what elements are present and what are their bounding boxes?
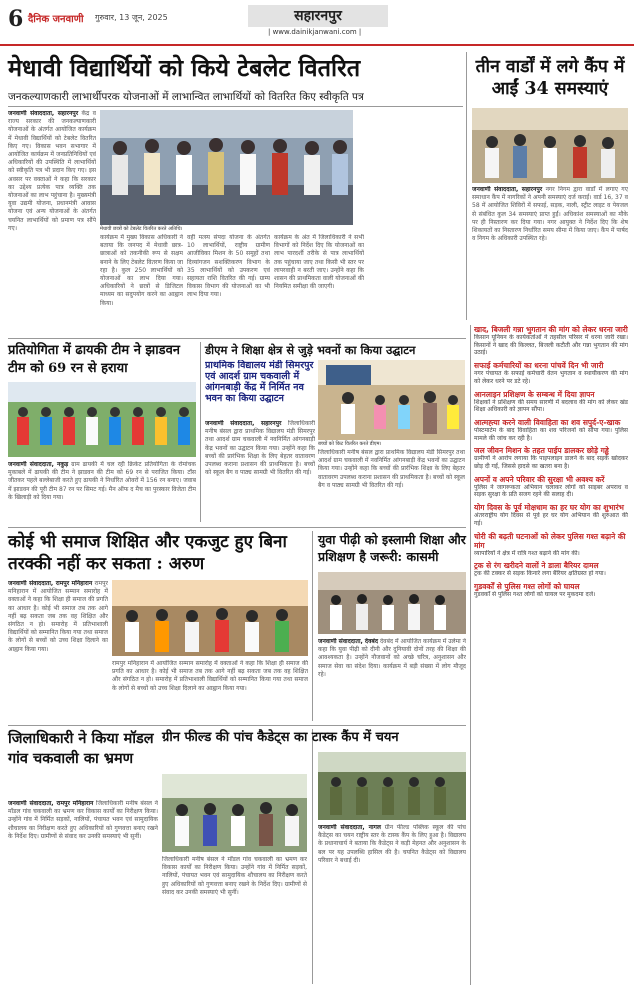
sidebar-item-text: ट्रक की टक्कर से सड़क किनारे लगा बैरियर क्षतिग्रस्त हो गया। [474, 570, 606, 578]
sidebar-item [474, 446, 628, 470]
sidebar-item-title: योग दिवस के पूर्व मोक्षधाम का हर घर योग का शुभारंभ [474, 503, 624, 513]
divider [8, 725, 466, 726]
camp-text [472, 186, 628, 320]
sidebar-item-text: किसान यूनियन के कार्यकर्ताओं ने तहसील परिसर में धरना जारी रखा। किसानों ने खाद की किल्लत, बिजली कटौती और गन्ना भुगतान की मांग उठाई। [474, 334, 628, 357]
lead-subhead: जनकल्याणकारी लाभार्थीपरक योजनाओं में लाभान्वित लाभार्थियों को वितरित किए स्वीकृति पत्र [8, 91, 364, 103]
sidebar-item-title: चोरी की बढ़ती घटनाओं को लेकर पुलिस गश्त बढ़ाने की मांग [474, 531, 626, 550]
village-headline: जिलाधिकारी ने किया मॉडल गांव चकवाली का भ्रमण [8, 730, 154, 767]
sidebar-item-title: आनलाइन प्रशिक्षण के सम्बन्ध में दिया ज्ञापन [474, 389, 595, 399]
school-photo [318, 360, 465, 440]
column-divider [466, 52, 467, 320]
lead-headline: मेधावी विद्यार्थियों को किये टेबलेट वितरित [8, 54, 361, 82]
lead-col-1 [8, 110, 96, 335]
village-body: जिलाधिकारी मनीष बंसल ने मॉडल गांव चकवाली का भ्रमण कर विकास कार्यों का निरीक्षण किया। उन्होंने गांव में निर्मित सड़कों, नालियों, पंचायत भवन एवं सामुदायिक शौचालय का निरीक्षण करते हुए अधिकारियों को गुणवत्ता बनाए रखने के निर्देश दिए। ग्रामीणों से संवाद कर उनकी समस्याएं भी सुनीं। [8, 800, 158, 840]
sidebar-item [474, 361, 628, 385]
youth-headline: युवा पीढ़ी को इस्लामी शिक्षा और प्रशिक्षण है जरूरी: कासमी [318, 532, 466, 564]
cricket-headline: प्रतियोगिता में ढायकी टीम ने झाडवन टीम को 69 रन से हराया [8, 343, 181, 376]
lead-col-2: कार्यक्रम में मुख्य विकास अधिकारी ने बताया कि जनपद में मेधावी छात्र-छात्राओं को तकनीकी रूप से सक्षम बनाने के लिए टेबलेट वितरण किया जा रहा है। कुल 250 लाभार्थियों को योजनाओं का लाभ दिया गया। अधिकारियों ने छात्रों से डिजिटल माध्यम का सदुपयोग करने का आह्वान किया। [100, 234, 183, 307]
village-text-2: जिलाधिकारी मनीष बंसल ने मॉडल गांव चकवाली का भ्रमण कर विकास कार्यों का निरीक्षण किया। उन्होंने गांव में निर्मित सड़कों, नालियों, पंचायत भवन एवं सामुदायिक शौचालय का निरीक्षण करते हुए अधिकारियों को गुणवत्ता बनाए रखने के निर्देश दिए। ग्रामीणों से संवाद कर उनकी समस्याएं भी सुनीं। [162, 856, 307, 896]
camp-headline: तीन वार्डों में लगे कैंप में आईं 34 समस्याएं [475, 57, 625, 99]
cricket-body: ग्राम ढायकी में चल रही क्रिकेट प्रतियोगिता के रोमांचक मुकाबले में ढायकी की टीम ने झाडवन की टीम को 69 रन से पराजित किया। टॉस जीतकर पहले बल्लेबाजी करते हुए ढायकी ने निर्धारित ओवरों में 156 रन बनाए। जवाब में झाडवन की पूरी टीम 87 रन पर सिमट गई। मैन ऑफ द मैच का पुरस्कार विजेता टीम के खिलाड़ी को दिया गया। [8, 461, 196, 501]
sidebar-item [474, 418, 628, 442]
issue-date: गुरुवार, 13 जून, 2025 [95, 13, 168, 22]
village-text [8, 800, 158, 980]
arun-text [8, 580, 108, 720]
youth-byline: जनवाणी संवाददाता, देवबंद [318, 638, 379, 645]
sidebar-item-text: नगर पंचायत के सफाई कर्मचारी वेतन भुगतान व स्थायीकरण की मांग को लेकर धरने पर डटे रहे। [474, 370, 628, 385]
lead-photo [100, 110, 353, 225]
sidebar-item-title: खाद, बिजली गन्ना भुगतान की मांग को लेकर धरना जारी [474, 325, 628, 334]
youth-photo [318, 572, 466, 634]
school-byline: जनवाणी संवाददाता, सहारनपुर [205, 420, 282, 427]
arun-photo [112, 580, 308, 656]
sidebar-item [474, 582, 628, 599]
lead-byline: जनवाणी संवाददाता, सहारनपुर [8, 110, 79, 117]
camp-body: नगर निगम द्वारा वार्डों में लगाए गए समाधान कैंप में नागरिकों ने अपनी समस्याएं दर्ज कराईं। वार्ड 16, 37 व 58 में आयोजित शिविरों में सफाई, सड़क, नाली, स्ट्रीट लाइट व पेयजल से संबंधित कुल 34 समस्याएं प्राप्त हुईं। अधिकांश समस्याओं का मौके पर ही निस्तारण कर दिया गया। नगर आयुक्त ने निर्देश दिए कि शेष शिकायतों का निस्तारण निर्धारित समय सीमा में किया जाए। कैंप में पार्षद व निगम के अधिकारी उपस्थित रहे। [472, 186, 628, 243]
column-divider [200, 342, 201, 522]
school-body: जिलाधिकारी मनीष बंसल द्वारा प्राथमिक विद्यालय मंडी सिमरपुर तथा आदर्श ग्राम चकवाली में नवनिर्मित आंगनबाड़ी केंद्र भवनों का उद्घाटन किया गया। उन्होंने कहा कि बच्चों की प्रारंभिक शिक्षा के लिए बेहतर वातावरण उपलब्ध कराना प्रशासन की प्राथमिकता है। बच्चों को स्कूल बैग व पाठ्य सामग्री भी वितरित की गई। [205, 420, 315, 477]
divider [8, 106, 463, 107]
cadets-headline: ग्रीन फील्ड की पांच कैडेट्स का टास्क कैंप में चयन [162, 730, 399, 745]
village-byline: जनवाणी संवाददाता, रामपुर मनिहारान [8, 800, 94, 807]
lead-text-1: केंद्र व राज्य सरकार की जनकल्याणकारी योजनाओं के अंतर्गत आयोजित कार्यक्रम में मेधावी विद्यार्थियों को टेबलेट वितरित किए गए। विकास भवन सभागार में आयोजित कार्यक्रम में जनप्रतिनिधियों एवं अधिकारियों की उपस्थिति में लाभार्थियों को स्वीकृति पत्र भी प्रदान किए गए। इस अवसर पर वक्ताओं ने कहा कि सरकार का उद्देश्य प्रत्येक पात्र व्यक्ति तक योजनाओं का लाभ पहुंचाना है। मुख्यमंत्री युवा उद्यमी योजना, प्रधानमंत्री आवास योजना एवं अन्य योजनाओं के अंतर्गत चयनित लाभार्थियों को प्रमाण पत्र सौंपे गए। [8, 110, 96, 232]
lead-col-3: वहीं मत्स्य संपदा योजना के अंतर्गत 10 लाभार्थियों, राष्ट्रीय ग्रामीण आजीविका मिशन के 50 समूहों तथा दिव्यांगजन सशक्तिकरण विभाग के 35 लाभार्थियों को उपकरण एवं सहायता राशि वितरित की गई। ग्राम्य विकास विभाग की योजनाओं का भी लाभ दिया गया। [187, 234, 270, 299]
school-text [205, 420, 315, 522]
sidebar-item-title: जल जीवन मिशन के तहत पाईप डालकर छोड़े गड्ढे [474, 446, 609, 456]
divider [8, 527, 466, 528]
sidebar-item-text: पोस्टमार्टम के बाद विवाहिता का शव परिजनों को सौंपा गया। पुलिस मामले की जांच कर रही है। [474, 426, 628, 442]
school-box-title: प्राथमिक विद्यालय मंडी सिमरपुर एवं आदर्श ग्राम चकवाली में आंगनबाड़ी केंद्र में निर्मित नव भवन का किया उद्घाटन [205, 360, 314, 404]
school-text-2: जिलाधिकारी मनीष बंसल द्वारा प्राथमिक विद्यालय मंडी सिमरपुर तथा आदर्श ग्राम चकवाली में नवनिर्मित आंगनबाड़ी केंद्र भवनों का उद्घाटन किया गया। उन्होंने कहा कि बच्चों की प्रारंभिक शिक्षा के लिए बेहतर वातावरण उपलब्ध कराना प्रशासन की प्राथमिकता है। बच्चों को स्कूल बैग व पाठ्य सामग्री भी वितरित की गई। [318, 449, 465, 489]
sidebar-item [474, 325, 628, 357]
arun-byline: जनवाणी संवाददाता, रामपुर मनिहारान [8, 580, 93, 587]
website-link[interactable]: | www.dainikjanwani.com | [268, 28, 362, 36]
column-divider [470, 325, 471, 985]
lead-col-4: कार्यक्रम के अंत में जिलाधिकारी ने सभी विभागों को निर्देश दिए कि योजनाओं का लाभ पारदर्शी तरीके से पात्र लाभार्थियों तक पहुंचाया जाए तथा किसी भी स्तर पर लापरवाही न बरती जाए। उन्होंने कहा कि शासन की प्राथमिकता वाली योजनाओं की नियमित समीक्षा की जाएगी। [274, 234, 364, 291]
sidebar [474, 325, 628, 983]
arun-headline: कोई भी समाज शिक्षित और एकजुट हुए बिना तरक्की नहीं कर सकता : अरुण [8, 532, 287, 574]
column-divider [312, 729, 313, 984]
sidebar-item [474, 561, 628, 578]
cricket-text [8, 461, 196, 523]
sidebar-item-title: आत्मह्त्या करने वाली विवाहिता का शव सपुर्द-ए-खाक [474, 417, 621, 427]
sidebar-item [474, 503, 628, 527]
sidebar-item [474, 532, 628, 558]
city-band: सहारनपुर [248, 5, 388, 27]
sidebar-item-text: पुलिस ने जागरूकता अभियान चलाकर लोगों को साइबर अपराध व सड़क सुरक्षा के प्रति सजग रहने की सलाह दी। [474, 483, 628, 499]
sidebar-item-text: शिक्षकों ने प्रशिक्षण की समय सारणी में बदलाव की मांग को लेकर खंड शिक्षा अधिकारी को ज्ञापन सौंपा। [474, 398, 628, 414]
cadets-body: ग्रीन फील्ड पब्लिक स्कूल की पांच कैडेट्स का चयन राष्ट्रीय स्तर के टास्क कैंप के लिए हुआ है। विद्यालय के प्रधानाचार्य ने बताया कि कैडेट्स ने कड़ी मेहनत और अनुशासन के बल पर यह उपलब्धि हासिल की है। चयनित कैडेट्स को विद्यालय परिवार ने बधाई दी। [318, 824, 466, 864]
sidebar-item-title: सफाई कर्मचारियों का धरना पांचवें दिन भी जारी [474, 361, 604, 371]
cadets-text [318, 824, 466, 980]
paper-name: दैनिक जनवाणी [28, 14, 84, 25]
lead-caption: मेधावी छात्रों को टेबलेट वितरित करते अतिथि। [100, 226, 353, 232]
masthead [0, 0, 634, 46]
arun-text-2: रामपुर मनिहारान में आयोजित सम्मान समारोह में वक्ताओं ने कहा कि शिक्षा ही समाज की प्रगति का आधार है। कोई भी समाज तब तक आगे नहीं बढ़ सकता जब तक वह शिक्षित और संगठित न हो। समारोह में प्रतिभाशाली विद्यार्थियों को सम्मानित किया गया तथा समाज के लोगों से बच्चों को उच्च शिक्षा दिलाने का आह्वान किया गया। [112, 660, 308, 692]
sidebar-item-title: गुडवर्कों से पुलिस गश्त लोगों को घायल [474, 581, 580, 591]
cricket-photo [8, 382, 196, 457]
sidebar-item-title: ट्रक से रंग खरीदने वालों ने डाला बैरियर दामल [474, 561, 599, 571]
arun-body: रामपुर मनिहारान में आयोजित सम्मान समारोह में वक्ताओं ने कहा कि शिक्षा ही समाज की प्रगति का आधार है। कोई भी समाज तब तक आगे नहीं बढ़ सकता जब तक वह शिक्षित और संगठित न हो। समारोह में प्रतिभाशाली विद्यार्थियों को सम्मानित किया गया तथा समाज के लोगों से बच्चों को उच्च शिक्षा दिलाने का आह्वान किया गया। [8, 580, 108, 653]
sidebar-item [474, 390, 628, 414]
school-headline: डीएम ने शिक्षा क्षेत्र से जुड़े भवनों का किया उद्घाटन [205, 343, 416, 357]
sidebar-item-text: व्यापारियों ने क्षेत्र में रात्रि गश्त बढ़ाने की मांग की। [474, 549, 580, 557]
page-number: 6 [8, 6, 24, 32]
cadets-byline: जनवाणी संवाददाता, नागल [318, 824, 381, 831]
sidebar-item [474, 475, 628, 499]
youth-text [318, 638, 466, 720]
sidebar-item-text: ग्रामीणों ने आरोप लगाया कि पाइपलाइन डालने के बाद सड़कें खोदकर छोड़ दी गईं, जिससे हादसे का खतरा बना है। [474, 455, 628, 471]
school-caption: बच्चों को किट वितरित करते डीएम। [318, 441, 465, 447]
sidebar-item-text: अंतरराष्ट्रीय योग दिवस से पूर्व हर घर योग अभियान की शुरुआत की गई। [474, 512, 628, 527]
camp-byline: जनवाणी संवाददाता, सहारनपुर [472, 186, 543, 193]
sidebar-item-title: अपनों व अपने परिवार की सुरक्षा भी अवश्य करें [474, 474, 605, 484]
column-divider [312, 531, 313, 721]
cadets-photo [318, 752, 466, 820]
camp-photo [472, 108, 628, 183]
youth-body: देवबंद में आयोजित कार्यक्रम में उलेमा ने कहा कि युवा पीढ़ी को दीनी और दुनियावी दोनों तरह की शिक्षा की आवश्यकता है। उन्होंने नौजवानों को अच्छे चरित्र, अनुशासन और समाज सेवा का संदेश दिया। कार्यक्रम में बड़ी संख्या में लोग मौजूद रहे। [318, 638, 466, 678]
sidebar-item-text: गुडवर्कों से पुलिस गश्त लोगों को घायल पर मुकदमा दर्ज। [474, 590, 596, 598]
cricket-byline: जनवाणी संवाददाता, नकुड़ [8, 461, 69, 468]
divider [8, 338, 466, 339]
village-photo [162, 774, 307, 852]
